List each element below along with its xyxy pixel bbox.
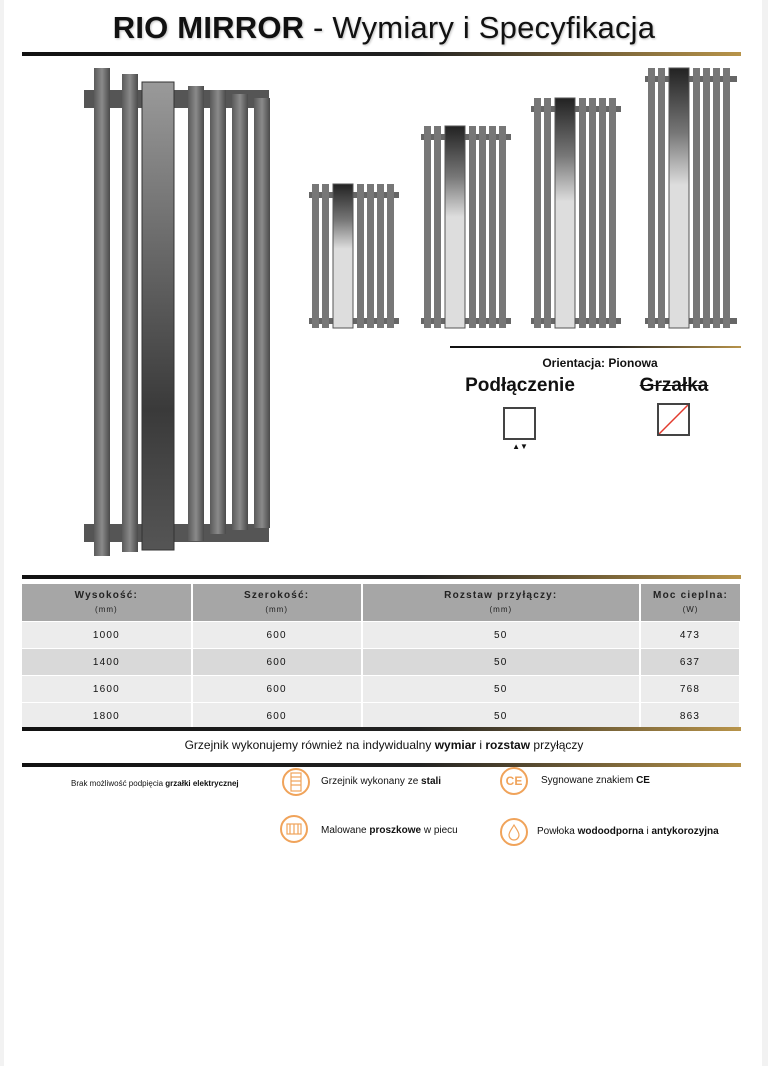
table-bottom-rule — [22, 727, 741, 731]
heater-unavailable-icon — [657, 403, 690, 436]
table-cell: 600 — [192, 703, 362, 730]
table-cell: 863 — [640, 703, 740, 730]
table-row — [22, 622, 740, 649]
feature-coating: Powłoka wodoodporna i antykorozyjna — [537, 826, 719, 837]
table-top-rule — [22, 575, 741, 579]
product-name: RIO MIRROR — [112, 10, 305, 45]
table-cell: 768 — [640, 676, 740, 703]
col-spacing: Rozstaw przyłączy: (mm) — [362, 584, 641, 622]
feature-powder-paint: Malowane proszkowe w piecu — [321, 825, 458, 836]
radiator-variant-1000-image — [309, 182, 399, 330]
powder-paint-icon — [280, 815, 308, 843]
table-cell: 1600 — [22, 676, 192, 703]
radiator-variant-1600-image — [531, 96, 621, 330]
orientation-label: Orientacja: Pionowa — [542, 356, 658, 370]
table-cell: 600 — [192, 676, 362, 703]
title-separator: - — [313, 10, 324, 45]
connection-icon — [503, 407, 536, 440]
table-cell: 50 — [362, 622, 641, 649]
table-cell: 1400 — [22, 649, 192, 676]
table-cell: 637 — [640, 649, 740, 676]
connection-label: Podłączenie — [465, 375, 575, 396]
ce-mark-icon: CE — [500, 767, 528, 795]
table-cell: 600 — [192, 649, 362, 676]
specs-table — [22, 584, 741, 729]
table-cell: 1000 — [22, 622, 192, 649]
table-header-row — [22, 584, 740, 622]
table-cell: 50 — [362, 649, 641, 676]
feature-steel: Grzejnik wykonany ze stali — [321, 776, 442, 787]
table-cell: 473 — [640, 622, 740, 649]
title-subtitle: Wymiary i Specyfikacja — [332, 10, 656, 45]
connection-arrows-icon: ▲▼ — [512, 442, 528, 451]
col-width: Szerokość: (mm) — [192, 584, 362, 622]
water-drop-icon — [500, 818, 528, 846]
features-rule — [22, 763, 741, 767]
radiator-variant-1800-image — [645, 66, 737, 330]
title-rule — [22, 52, 741, 56]
custom-size-note: Grzejnik wykonujemy również na indywidualny wymiar i rozstaw przyłączy — [184, 738, 584, 752]
table-row — [22, 649, 740, 676]
radiator-variant-1400-image — [421, 124, 511, 330]
table-cell: 50 — [362, 703, 641, 730]
table-cell: 50 — [362, 676, 641, 703]
table-cell: 1800 — [22, 703, 192, 730]
page-title — [0, 10, 768, 46]
col-height: Wysokość: (mm) — [22, 584, 192, 622]
steel-radiator-icon — [282, 768, 310, 796]
table-row — [22, 703, 740, 730]
table-cell: 600 — [192, 622, 362, 649]
col-power: Moc cieplna: (W) — [640, 584, 740, 622]
heater-label: Grzałka — [639, 375, 709, 396]
table-row — [22, 676, 740, 703]
feature-no-heater: Brak możliwość podpięcia grzałki elektrycznej — [71, 779, 239, 788]
feature-ce: Sygnowane znakiem CE — [541, 775, 650, 786]
orientation-rule — [450, 346, 741, 348]
radiator-large-image — [84, 66, 274, 556]
